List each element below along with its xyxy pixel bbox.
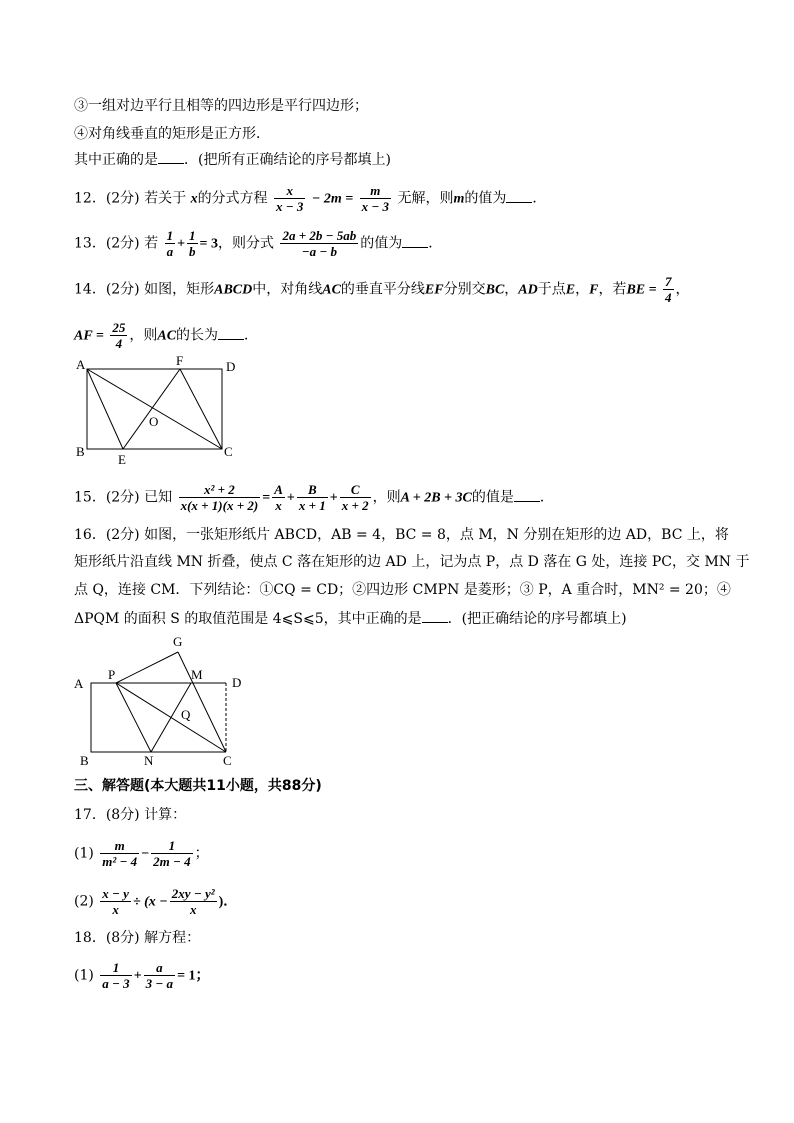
- q12-end: 的值为: [464, 190, 507, 207]
- label-O: O: [149, 414, 159, 429]
- answer-blank: [218, 327, 244, 340]
- q12-var-m: m: [453, 191, 465, 207]
- label-C: C: [223, 753, 232, 768]
- q18-fraction-1: $\frac{1}{a - 3}$: [102, 960, 130, 991]
- label-E: E: [118, 452, 126, 466]
- label-F: F: [176, 354, 184, 368]
- q15-fraction-1: $\frac{A}{x}$: [274, 482, 283, 513]
- q17-p2-fraction-1: $\frac{x - y}{x}$: [102, 886, 129, 917]
- q17-p2-fraction-2: $\frac{\text{2xy − y²}}{x}$: [171, 886, 215, 917]
- question-17-part-2: (2) $\frac{x - y}{x}$ ÷ (x − $\frac{\text{2xy − y²}}{x}$ )．: [74, 886, 238, 917]
- q11-tail: 其中正确的是: [74, 152, 158, 168]
- label-B: B: [76, 444, 85, 459]
- label-C: C: [224, 444, 233, 459]
- q12-mid: 的分式方程: [197, 190, 268, 207]
- label-A: A: [76, 357, 86, 372]
- answer-blank: [158, 151, 184, 164]
- question-12: 12．(2分) 若关于 x的分式方程 $\frac{x}{x - 3}$ − 2m = $\frac{m}{x - 3}$ 无解，则m的值为 ．: [74, 183, 547, 214]
- figure-16-folded-rectangle: [72, 632, 252, 772]
- question-18-title: 18．(8分) 解方程：: [74, 930, 201, 946]
- segment-pn: [116, 683, 151, 752]
- section-3-heading: 三、解答题(本大题共11小题，共88分): [74, 778, 322, 794]
- figure-14-rectangle: [72, 354, 242, 466]
- label-P: P: [108, 667, 116, 682]
- q17-p1-fraction-2: $\frac{1}{2m - 4}$: [153, 838, 191, 869]
- question-15: 15．(2分) 已知 $\frac{\text{x² + 2}}{x(x + 1)(x + 2)}$ = $\frac{A}{x}$ + $\frac{B}{x + 1}$ + $\frac{C}{x + 2}$ ，则A + 2B + 3C的值是 ．: [74, 482, 554, 513]
- q15-fraction-3: $\frac{C}{x + 2}$: [341, 482, 369, 513]
- q13-prefix: 13．(2分) 若: [74, 235, 159, 252]
- q14-fraction-af: $\frac{25}{4}$: [112, 320, 126, 351]
- label-N: N: [144, 753, 154, 768]
- question-16-line-3: 点 Q，连接 CM．下列结论：①CQ = CD；②四边形 CMPN 是菱形；③ P，A 重合时，MN² = 20；④: [74, 582, 731, 598]
- q11-answer-line: [74, 150, 391, 170]
- q12-var-x: x: [190, 191, 198, 207]
- statement-3: ③一组对边平行且相等的四边形是平行四边形；: [74, 98, 368, 114]
- q12-op: − 2m =: [311, 191, 354, 207]
- q13-fraction-2: $\frac{1}{b}$: [189, 228, 196, 259]
- question-18-part-1: (1) $\frac{1}{a - 3}$ + $\frac{a}{3 - a}$ = 1；: [74, 960, 210, 991]
- label-M: M: [191, 667, 203, 682]
- q13-fraction-3: $\frac{2a + 2b - 5ab}{-a - b}$: [282, 228, 357, 259]
- q12-fraction-2: $\frac{m}{x - 3}$: [361, 183, 390, 214]
- q15-fraction-2: $\frac{B}{x + 1}$: [298, 482, 326, 513]
- segment-ef: [123, 369, 180, 449]
- statement-4: ④对角线垂直的矩形是正方形．: [74, 126, 270, 142]
- question-13: 13．(2分) 若 $\frac{1}{a}$ + $\frac{1}{b}$ = 3，则分式 $\frac{2a + 2b - 5ab}{-a - b}$ 的值为 ．: [74, 228, 443, 259]
- label-G: G: [173, 634, 183, 649]
- q12-fraction-1: $\frac{x}{x - 3}$: [276, 183, 304, 214]
- diagonal-ac: [87, 369, 222, 449]
- q12-mid2: 无解，则: [397, 190, 454, 207]
- question-17-title: 17．(8分) 计算：: [74, 807, 187, 823]
- answer-blank: [506, 190, 532, 203]
- label-D: D: [226, 359, 236, 374]
- label-D: D: [232, 675, 242, 690]
- segment-pg: [116, 652, 178, 683]
- question-16-line-4: ΔPQM 的面积 S 的取值范围是 4⩽S⩽5，其中正确的是 ．(把正确结论的序号都填上): [74, 611, 627, 627]
- q18-fraction-2: $\frac{a}{3 - a}$: [145, 960, 174, 991]
- label-Q: Q: [181, 707, 191, 722]
- q12-prefix: 12．(2分) 若关于: [74, 190, 187, 207]
- label-B: B: [80, 753, 89, 768]
- question-16-line-1: 16．(2分) 如图，一张矩形纸片 ABCD，AB = 4，BC = 8，点 M，N 分别在矩形的边 AD，BC 上，将: [74, 527, 729, 543]
- question-16-line-2: 矩形纸片沿直线 MN 折叠，使点 C 落在矩形的边 AD 上，记为点 P，点 D 落在 G 处，连接 PC，交 MN 于: [74, 554, 750, 570]
- answer-blank: [514, 489, 540, 502]
- question-17-part-1: (1) $\frac{m}{\text{m² − 4}}$ − $\frac{1}{2m - 4}$ ；: [74, 838, 209, 869]
- q13-fraction-1: $\frac{1}{a}$: [166, 228, 174, 259]
- q11-tail-end: ．(把所有正确结论的序号都填上): [184, 152, 391, 168]
- question-14-line-1: 14．(2分) 如图，矩形ABCD中，对角线AC的垂直平分线EF分别交BC，AD于点E，F，若BE = $\frac{7}{4}$ ，: [74, 274, 690, 305]
- q15-fraction-0: $\frac{\text{x² + 2}}{x(x + 1)(x + 2)}$: [180, 482, 259, 513]
- answer-blank: [422, 610, 448, 623]
- label-A: A: [74, 676, 84, 691]
- q17-p1-fraction-1: $\frac{m}{\text{m² − 4}}$: [102, 838, 138, 869]
- question-14-line-2: AF = $\frac{25}{4}$ ，则AC的长为 ．: [74, 320, 259, 351]
- segment-ae: [87, 369, 123, 449]
- q14-fraction-be: $\frac{7}{4}$: [665, 274, 672, 305]
- answer-blank: [402, 235, 428, 248]
- rect-left-part: [91, 683, 226, 752]
